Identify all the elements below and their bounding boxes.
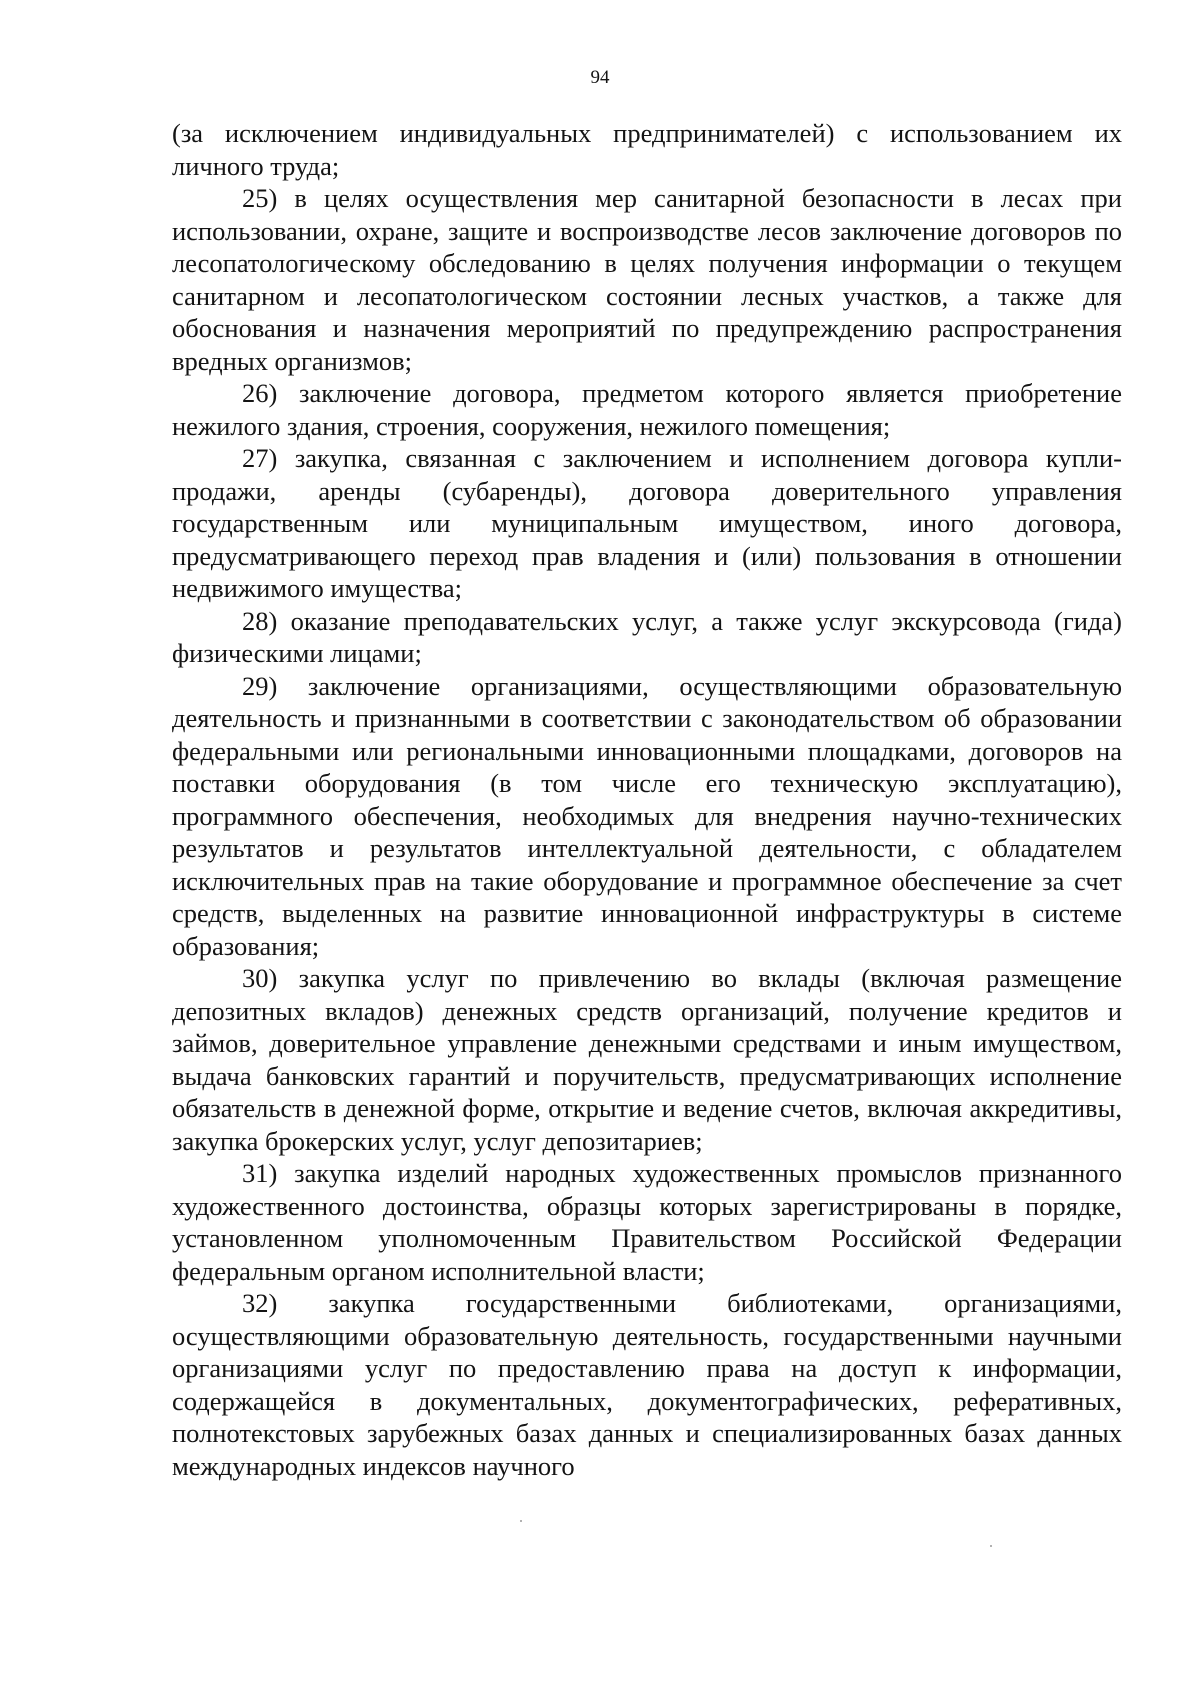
paragraph-item-32: 32) закупка государственными библиотеками, организациями, осуществляющими образовательную деятельность, государственными научными организациями услуг по предоставлению права на доступ к информации, содержащейся в документальных, документографических, реферативных, полнотекстовых зарубежных базах данных и специализированных базах данных международных индексов научного bbox=[172, 1288, 1122, 1481]
paragraph-item-30: 30) закупка услуг по привлечению во вклады (включая размещение депозитных вкладов) денежных средств организаций, получение кредитов и займов, доверительное управление денежными средствами и иным имуществом, выдача банковских гарантий и поручительств, предусматривающих исполнение обязательств в денежной форме, открытие и ведение счетов, включая аккредитивы, закупка брокерских услуг, услуг депозитариев; bbox=[172, 963, 1122, 1156]
paragraph-item-29: 29) заключение организациями, осуществляющими образовательную деятельность и признанными в соответствии с законодательством об образовании федеральными или региональными инновационными площадками, договоров на поставки оборудования (в том числе его техническую эксплуатацию), программного обеспечения, необходимых для внедрения научно-технических результатов и результатов интеллектуальной деятельности, с обладателем исключительных прав на такие оборудование и программное обеспечение за счет средств, выделенных на развитие инновационной инфраструктуры в системе образования; bbox=[172, 670, 1122, 961]
document-body bbox=[172, 117, 1122, 1482]
page-number: 94 bbox=[590, 67, 610, 88]
paragraph-item-26: 26) заключение договора, предметом которого является приобретение нежилого здания, строения, сооружения, нежилого помещения; bbox=[172, 378, 1122, 441]
paragraph-item-31: 31) закупка изделий народных художественных промыслов признанного художественного достоинства, образцы которых зарегистрированы в порядке, установленном уполномоченным Правительством Российской Федерации федеральным органом исполнительной власти; bbox=[172, 1158, 1122, 1286]
paragraph-item-27: 27) закупка, связанная с заключением и исполнением договора купли-продажи, аренды (субаренды), договора доверительного управления государственным или муниципальным имуществом, иного договора, предусматривающего переход прав владения и (или) пользования в отношении недвижимого имущества; bbox=[172, 443, 1122, 603]
paragraph-item-25: 25) в целях осуществления мер санитарной безопасности в лесах при использовании, охране, защите и воспроизводстве лесов заключение договоров по лесопатологическому обследованию в целях получения информации о текущем санитарном и лесопатологическом состоянии лесных участков, а также для обоснования и назначения мероприятий по предупреждению распространения вредных организмов; bbox=[172, 183, 1122, 376]
scan-speck bbox=[990, 1545, 992, 1547]
paragraph-item-28: 28) оказание преподавательских услуг, а также услуг экскурсовода (гида) физическими лицами; bbox=[172, 605, 1122, 668]
paragraph-continuation: (за исключением индивидуальных предпринимателей) с использованием их личного труда; bbox=[172, 118, 1122, 181]
scan-speck bbox=[520, 1520, 522, 1522]
